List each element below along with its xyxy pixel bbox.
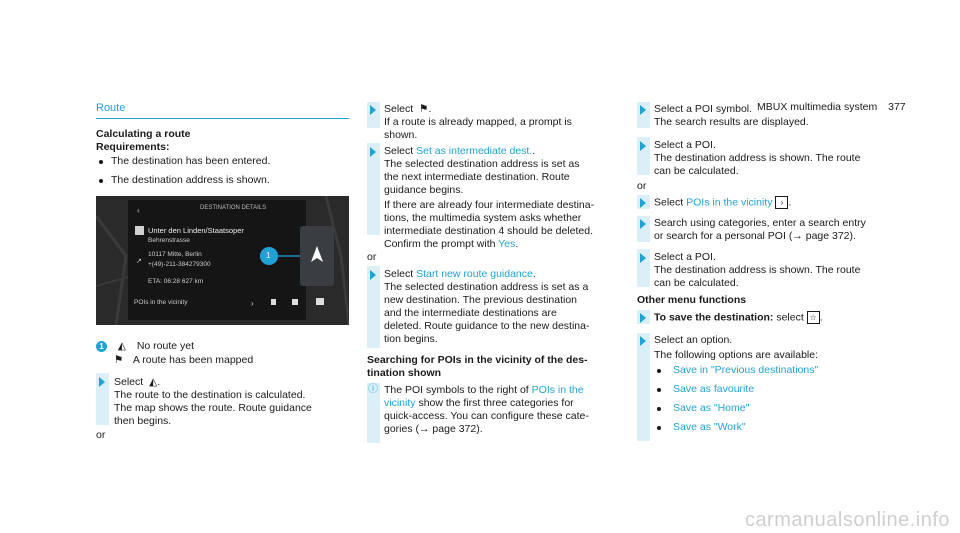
legend-1 — [96, 340, 194, 353]
c2-s2-confirm: Confirm the prompt with Yes. — [384, 238, 519, 250]
c3-s4-line-1: Search using categories, enter a search entry — [654, 217, 866, 229]
save-destination-step: To save the destination: select ☆ . — [654, 311, 823, 324]
destination-details-screen — [96, 196, 349, 325]
note-icon: ⓘ — [368, 384, 378, 395]
c3-s5-line-2: The destination address is shown. The route — [654, 264, 861, 276]
section-heading: Route — [96, 102, 126, 114]
step-arrow-icon — [370, 147, 376, 157]
c2-s2-line-5: tions, the multimedia system asks whether — [384, 212, 582, 224]
chevron-right-icon: › — [775, 196, 788, 209]
step-arrow-icon — [99, 377, 105, 387]
c2-s1-select-text: Select — [384, 103, 414, 115]
pois-vicinity-link-2[interactable]: vicinity — [384, 397, 416, 409]
search-heading-2: tination shown — [367, 367, 442, 379]
screen-title: DESTINATION DETAILS — [200, 205, 267, 211]
step-arrow-icon — [370, 105, 376, 115]
requirements-label: Requirements: — [96, 141, 170, 153]
option-work[interactable]: Save as "Work" — [673, 421, 746, 433]
following-options-text: The following options are available: — [654, 349, 819, 361]
poi-street: Behrenstrasse — [148, 237, 190, 244]
phone-icon[interactable]: ↗ — [136, 258, 142, 265]
c2-s3-select-text: Select — [384, 268, 414, 280]
step-arrow-icon — [370, 270, 376, 280]
c3-s1-line-2: The search results are displayed. — [654, 116, 809, 128]
yes-link[interactable]: Yes — [498, 238, 516, 250]
or-text: or — [96, 429, 106, 441]
route-mapped-icon: ⚑ — [419, 103, 429, 115]
option-favourite[interactable]: Save as favourite — [673, 383, 755, 395]
poi-eta: ETA: 06:28 627 km — [148, 278, 204, 285]
or-text: or — [367, 251, 377, 263]
c3-s4-line-2: or search for a personal POI (→ page 372). — [654, 230, 856, 242]
step-arrow-icon — [640, 313, 646, 323]
search-heading-1: Searching for POIs in the vicinity of the des- — [367, 354, 588, 366]
step-arrow-icon — [640, 219, 646, 229]
c2-s2-line-4: If there are already four intermediate destina- — [384, 199, 595, 211]
c3-s5-line-1: Select a POI. — [654, 251, 716, 263]
pois-vicinity-link[interactable]: POIs in the vicinity — [686, 196, 773, 209]
chevron-right-icon[interactable]: › — [251, 299, 254, 308]
step-bar — [637, 333, 650, 441]
poi-city: 10117 Mitte, Berlin — [148, 251, 202, 258]
c3-s5-line-3: can be calculated. — [654, 277, 739, 289]
c3-s2-line-1: Select a POI. — [654, 139, 716, 151]
route-mapped-icon: ⚑ — [114, 354, 124, 366]
step-arrow-icon — [640, 198, 646, 208]
set-intermediate-link[interactable]: Set as intermediate dest. — [416, 145, 533, 157]
bullet — [99, 179, 103, 183]
or-text: or — [637, 180, 647, 192]
bullet — [657, 369, 661, 373]
note-line-1 — [384, 384, 584, 397]
c3-s3-select-text: Select — [654, 196, 684, 209]
star-icon: ☆ — [807, 311, 820, 324]
c2-s2-select: Select Set as intermediate dest.. — [384, 145, 536, 157]
c3-s1-line-1: Select a POI symbol. — [654, 103, 753, 115]
no-route-icon: ◭ — [117, 340, 126, 352]
legend-text-1: No route yet — [136, 340, 195, 352]
save-post: select — [776, 311, 804, 324]
page-number: 377 — [888, 101, 906, 113]
step-arrow-icon — [640, 336, 646, 346]
select-option-text: Select an option. — [654, 334, 733, 346]
step-line-2: The map shows the route. Route guidance — [114, 402, 312, 414]
screen-back-icon[interactable]: ‹ — [137, 206, 140, 215]
note-line-4: gories (→ page 372). — [384, 423, 483, 435]
option-home[interactable]: Save as "Home" — [673, 402, 750, 414]
pois-vicinity-link-1[interactable]: POIs in the — [531, 384, 584, 396]
c2-s1-line-2: shown. — [384, 129, 418, 141]
callout-number: 1 — [266, 251, 271, 260]
bullet — [99, 160, 103, 164]
c3-s2-line-3: can be calculated. — [654, 165, 739, 177]
c2-s3-line-3: and the intermediate destinations are — [384, 307, 557, 319]
start-new-route-link[interactable]: Start new route guidance — [416, 268, 533, 280]
section-title: MBUX multimedia system — [757, 101, 878, 113]
c2-s1-line-1: If a route is already mapped, a prompt is — [384, 116, 572, 128]
c3-s3-select: Select POIs in the vicinity › . — [654, 196, 792, 209]
step-arrow-icon — [640, 253, 646, 263]
watermark: carmanualsonline.info — [744, 509, 950, 531]
poi-category-icon[interactable] — [292, 299, 298, 305]
step-line-1: The route to the destination is calculated. — [114, 389, 306, 401]
note-line-2 — [384, 397, 574, 410]
step-arrow-icon — [640, 141, 646, 151]
no-route-icon: ◭ — [149, 376, 158, 388]
note-line-3: quick-access. You can configure these cate- — [384, 410, 589, 422]
note-line-1-text: The POI symbols to the right of — [384, 384, 529, 396]
c3-s2-line-2: The destination address is shown. The route — [654, 152, 861, 164]
subheading: Calculating a route — [96, 128, 191, 140]
legend-text-2: A route has been mapped — [132, 354, 254, 366]
step-select-text: Select — [114, 376, 144, 388]
poi-name: Unter den Linden/Staatsoper — [148, 226, 244, 235]
c2-s3-line-1: The selected destination address is set as a — [384, 281, 589, 293]
option-previous-destinations[interactable]: Save in "Previous destinations" — [673, 364, 819, 376]
requirement-2: The destination address is shown. — [111, 174, 270, 186]
section-rule — [96, 118, 349, 119]
step-select: Select ◭. — [114, 376, 161, 388]
c2-s2-line-6: intermediate destination 4 should be deleted. — [384, 225, 593, 237]
other-menu-heading: Other menu functions — [637, 294, 747, 306]
c2-s2-line-2: the next intermediate destination. Route — [384, 171, 570, 183]
poi-category-icon[interactable] — [271, 299, 276, 305]
c2-s2-line-1: The selected destination address is set as — [384, 158, 580, 170]
c2-s1-select: Select ⚑. — [384, 103, 432, 115]
save-label: To save the destination: — [654, 311, 774, 324]
step-line-3: then begins. — [114, 415, 172, 427]
c2-s3-line-5: tion begins. — [384, 333, 438, 345]
bullet — [657, 388, 661, 392]
running-header — [757, 101, 906, 114]
step-arrow-icon — [640, 105, 646, 115]
legend-2 — [114, 354, 253, 367]
legend-number: 1 — [96, 341, 107, 352]
requirement-1: The destination has been entered. — [111, 155, 271, 167]
c2-s3-line-4: deleted. Route guidance to the new destina- — [384, 320, 590, 332]
c2-s3-line-2: new destination. The previous destination — [384, 294, 578, 306]
poi-category-icon[interactable] — [316, 298, 324, 305]
c2-s2-select-text: Select — [384, 145, 414, 157]
bullet — [657, 407, 661, 411]
bullet — [657, 426, 661, 430]
poi-phone[interactable]: +(49)-211-384279300 — [148, 261, 211, 268]
c2-s2-line-3: guidance begins. — [384, 184, 464, 196]
pois-in-vicinity[interactable]: POIs in the vicinity — [134, 299, 188, 306]
note-line-2-text: show the first three categories for — [418, 397, 574, 409]
c2-s3-select: Select Start new route guidance. — [384, 268, 536, 280]
c2-s2-confirm-text: Confirm the prompt with — [384, 238, 496, 250]
